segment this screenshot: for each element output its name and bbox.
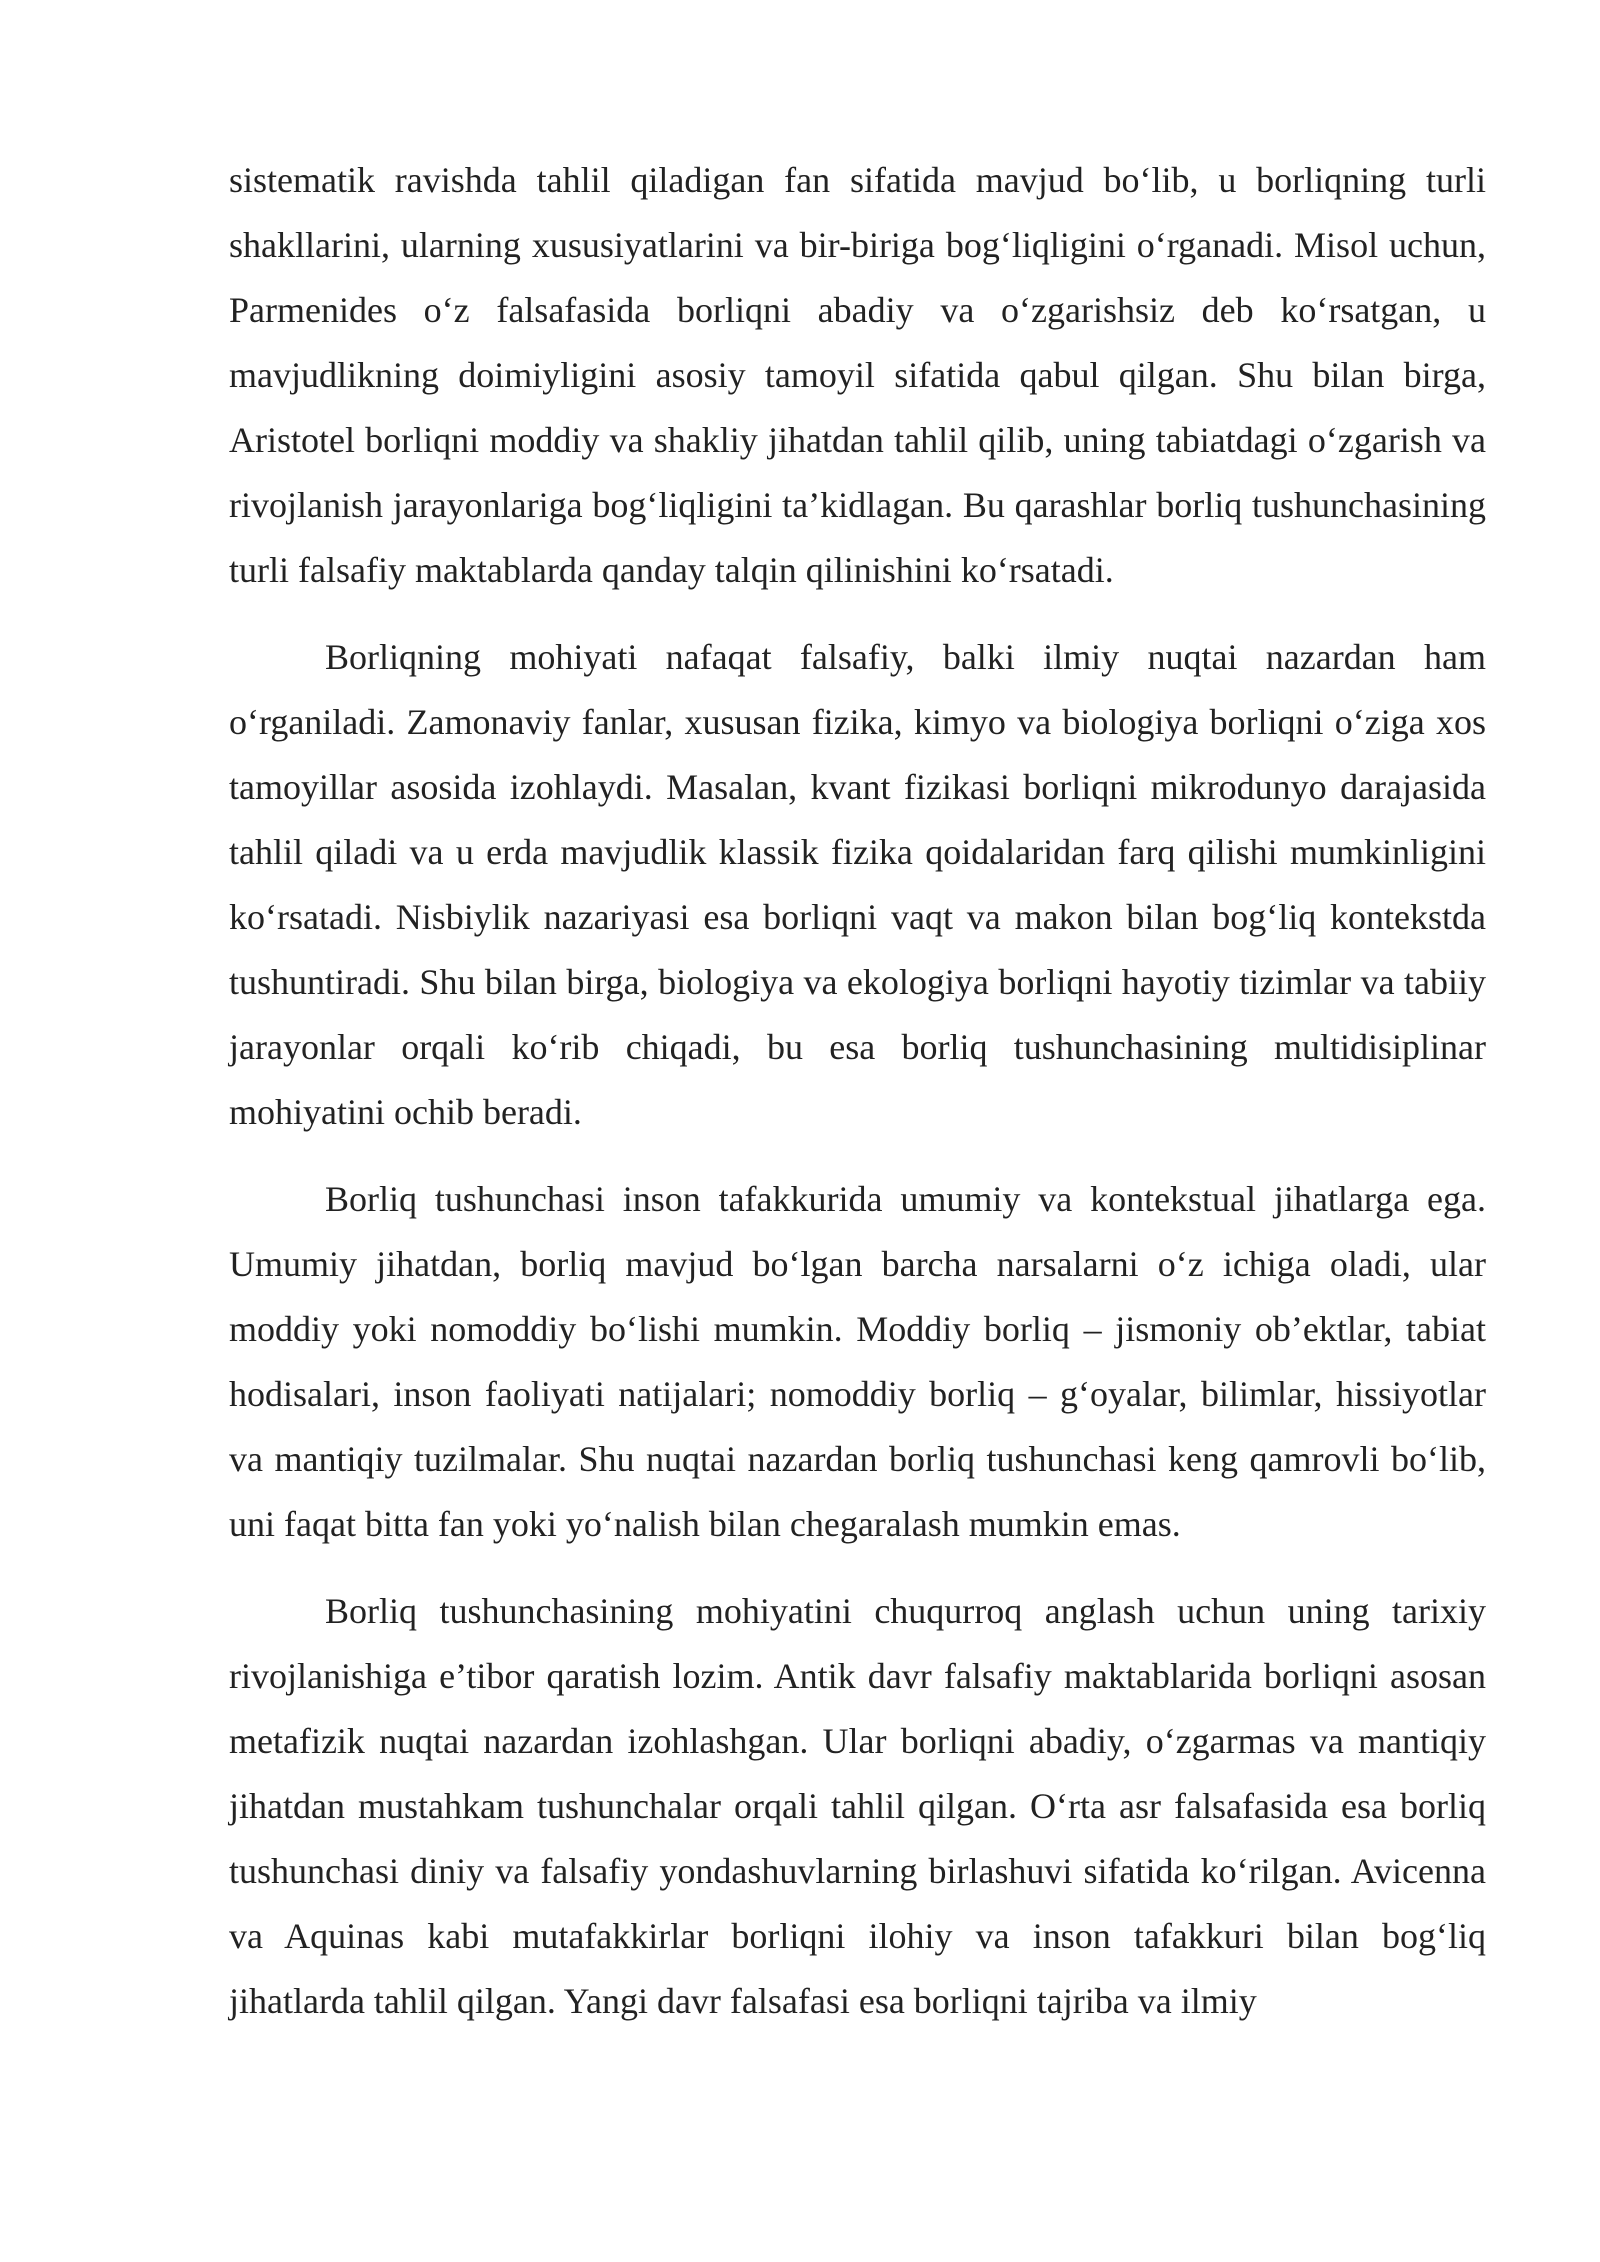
paragraph-3: Borliq tushunchasi inson tafakkurida umumiy va kontekstual jihatlarga ega. Umumiy jihatdan, borliq mavjud bo‘lgan barcha narsalarni o‘z ichiga oladi, ular moddiy yoki nomoddiy bo‘lishi mumkin. Moddiy borliq – jismoniy ob’ektlar, tabiat hodisalari, inson faoliyati natijalari; nomoddiy borliq – g‘oyalar, bilimlar, hissiyotlar va mantiqiy tuzilmalar. Shu nuqtai nazardan borliq tushunchasi keng qamrovli bo‘lib, uni faqat bitta fan yoki yo‘nalish bilan chegaralash mumkin emas.	[229, 1179, 1486, 1544]
paragraph-2: Borliqning mohiyati nafaqat falsafiy, balki ilmiy nuqtai nazardan ham o‘rganiladi. Zamonaviy fanlar, xususan fizika, kimyo va biologiya borliqni o‘ziga xos tamoyillar asosida izohlaydi. Masalan, kvant fizikasi borliqni mikrodunyo darajasida tahlil qiladi va u erda mavjudlik klassik fizika qoidalaridan farq qilishi mumkinligini ko‘rsatadi. Nisbiylik nazariyasi esa borliqni vaqt va makon bilan bog‘liq kontekstda tushuntiradi. Shu bilan birga, biologiya va ekologiya borliqni hayotiy tizimlar va tabiiy jarayonlar orqali ko‘rib chiqadi, bu esa borliq tushunchasining multidisiplinar mohiyatini ochib beradi.	[229, 637, 1486, 1132]
paragraph-4: Borliq tushunchasining mohiyatini chuqurroq anglash uchun uning tarixiy rivojlanishiga e’tibor qaratish lozim. Antik davr falsafiy maktablarida borliqni asosan metafizik nuqtai nazardan izohlashgan. Ular borliqni abadiy, o‘zgarmas va mantiqiy jihatdan mustahkam tushunchalar orqali tahlil qilgan. O‘rta asr falsafasida esa borliq tushunchasi diniy va falsafiy yondashuvlarning birlashuvi sifatida ko‘rilgan. Avicenna va Aquinas kabi mutafakkirlar borliqni ilohiy va inson tafakkuri bilan bog‘liq jihatlarda tahlil qilgan. Yangi davr falsafasi esa borliqni tajriba va ilmiy	[229, 1591, 1486, 2021]
document-body	[229, 148, 1486, 2034]
paragraph-1: sistematik ravishda tahlil qiladigan fan sifatida mavjud bo‘lib, u borliqning turli shakllarini, ularning xususiyatlarini va bir-biriga bog‘liqligini o‘rganadi. Misol uchun, Parmenides o‘z falsafasida borliqni abadiy va o‘zgarishsiz deb ko‘rsatgan, u mavjudlikning doimiyligini asosiy tamoyil sifatida qabul qilgan. Shu bilan birga, Aristotel borliqni moddiy va shakliy jihatdan tahlil qilib, uning tabiatdagi o‘zgarish va rivojlanish jarayonlariga bog‘liqligini ta’kidlagan. Bu qarashlar borliq tushunchasining turli falsafiy maktablarda qanday talqin qilinishini ko‘rsatadi.	[229, 160, 1486, 590]
